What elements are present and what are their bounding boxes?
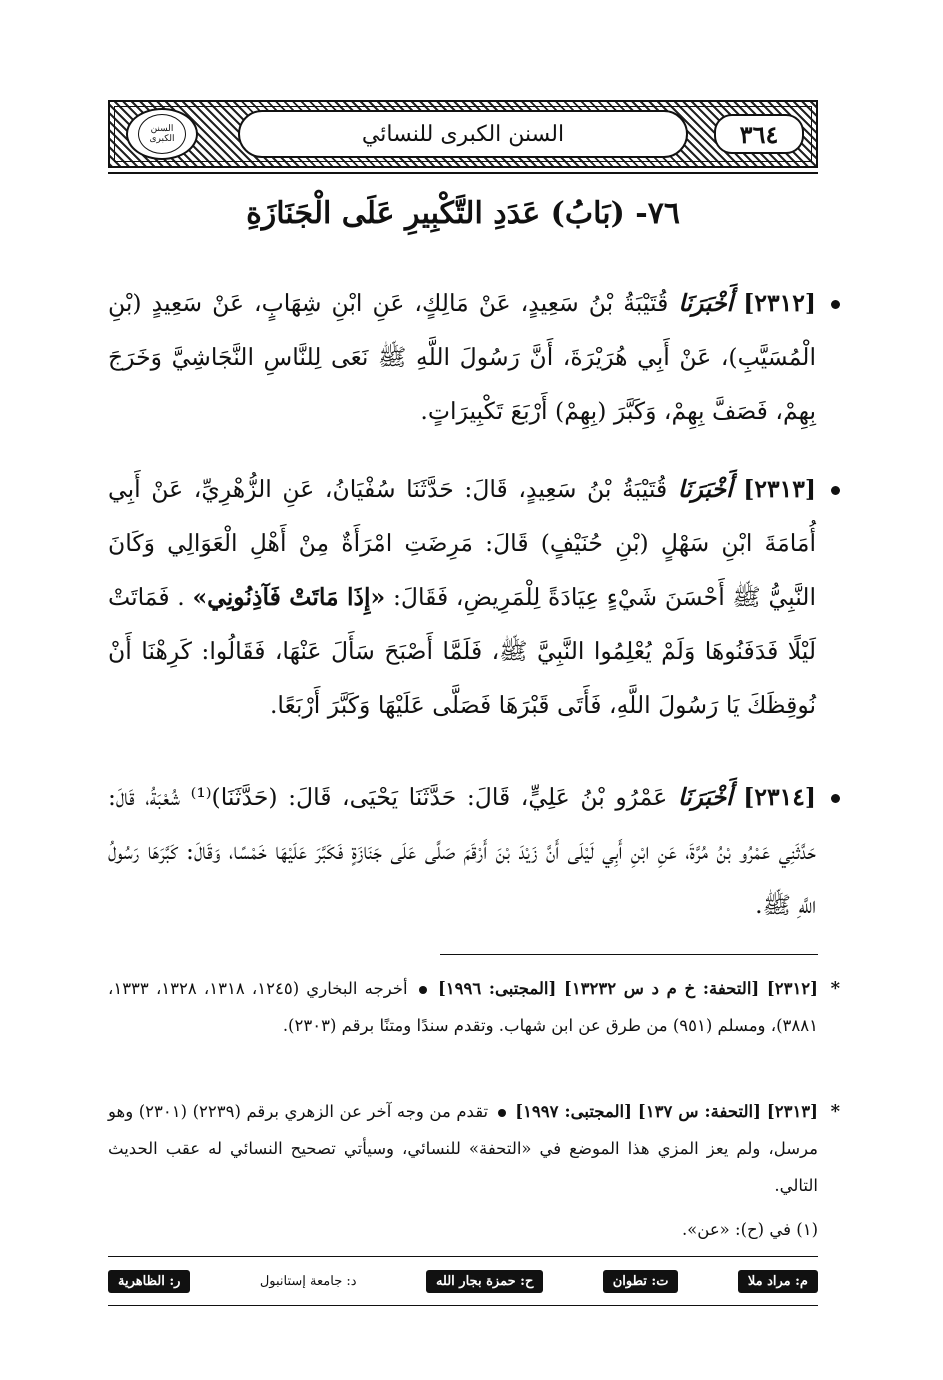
book-logo [126, 108, 198, 160]
manuscript-bar [108, 1264, 818, 1298]
note-text: أخرجه البخاري (١٢٤٥، ١٣١٨، ١٣٢٨، ١٣٣٣، ٣٨٨١)، ومسلم (٩٥١) من طرق عن ابن شهاب. وتقدم سندًا ومتنًا برقم (٢٣٠٣). [108, 979, 818, 1035]
hadith-2313 [108, 462, 840, 732]
note-2312 [108, 970, 840, 1044]
hadith-text-after: . فَمَاتَتْ لَيْلًا فَدَفَنُوهَا وَلَمْ يُعْلِمُوا النَّبِيَّ ﷺ، فَلَمَّا أَصْبَحَ سَأَلَ عَنْهَا، فَقَالُوا: كَرِهْنَا أَنْ نُوقِظَكَ يَا رَسُولَ اللَّهِ، فَأَتَى قَبْرَهَا فَصَلَّى عَلَيْهَا وَكَبَّرَ أَرْبَعًا. [108, 583, 816, 719]
page-number-cartouche [714, 114, 804, 154]
manuscript-murad-mulla: م: مراد ملا [738, 1270, 818, 1293]
header-rule [108, 172, 818, 174]
book-title: السنن الكبرى للنسائي [361, 121, 565, 147]
bullet-icon [498, 1109, 506, 1117]
page-header [108, 100, 818, 168]
akhbarana-label: أَخْبَرَنَا [677, 783, 733, 811]
manuscript-zahiriyya: ر: الظاهرية [108, 1270, 190, 1293]
hadith-text-before: قُتَيْبَةُ بْنُ سَعِيدٍ، قَالَ: حَدَّثَنَا سُفْيَانُ، عَنِ الزُّهْرِيِّ، عَنْ أَبِي أُمَامَةَ ابْنِ سَهْلٍ (بْنِ حُنَيْفٍ) قَالَ: مَرِضَتِ امْرَأَةٌ مِنْ أَهْلِ الْعَوَالِي وَكَانَ النَّبِيُّ ﷺ أَحْسَنَ شَيْءٍ عِيَادَةً لِلْمَرِيضِ، فَقَالَ: [108, 475, 816, 611]
note-text: تقدم من وجه آخر عن الزهري برقم (٢٢٣٩) (٢٣٠١) وهو مرسل، ولم يعز المزي هذا الموضع في «التحفة» للنسائي، وسيأتي تصحيح النسائي له عقب الحديث التالي. [108, 1102, 818, 1195]
manuscript-rule-top [108, 1256, 818, 1257]
manuscript-hamza: ح: حمزة بجار الله [426, 1270, 543, 1293]
hadith-text: قُتَيْبَةُ بْنُ سَعِيدٍ، عَنْ مَالِكٍ، عَنِ ابْنِ شِهَابٍ، عَنْ سَعِيدٍ (بْنِ الْمُسَيَّبِ)، عَنْ أَبِي هُرَيْرَةَ، أَنَّ رَسُولَ اللَّهِ ﷺ نَعَى لِلنَّاسِ النَّجَاشِيَّ وَخَرَجَ بِهِمْ، فَصَفَّ بِهِمْ، وَكَبَّرَ (بِهِمْ) أَرْبَعَ تَكْبِيرَاتٍ. [108, 289, 816, 425]
hadith-number: [٢٣١٤] [743, 783, 816, 811]
hadith-text: عَمْرُو بْنُ عَلِيٍّ، قَالَ: حَدَّثَنَا يَحْيَى، قَالَ: (حَدَّثَنَا)⁽¹⁾ شُعْبَةُ، قَالَ: حَدَّثَنِي عَمْرُو بْنُ مُرَّةَ، عَنِ ابْنِ أَبِي لَيْلَى أَنَّ زَيْدَ بْنَ أَرْقَمَ صَلَّى عَلَى جَنَازَةٍ فَكَبَّرَ عَلَيْهَا خَمْسًا، وَقَالَ: كَبَّرَهَا رَسُولُ اللَّهِ ﷺ. [108, 783, 816, 919]
footnote-1 [108, 1211, 840, 1248]
manuscript-istanbul: د: جامعة إستانبول [259, 1273, 357, 1289]
note-star: * [830, 1101, 840, 1122]
note-refs: [٢٣١٣] [التحفة: س ١٣٧] [المجتبى: ١٩٩٧] [515, 1102, 818, 1121]
hadith-number: [٢٣١٢] [743, 289, 816, 317]
bullet-icon [831, 486, 840, 495]
akhbarana-label: أَخْبَرَنَا [678, 289, 734, 317]
note-2313 [108, 1093, 840, 1204]
hadith-number: [٢٣١٣] [743, 475, 816, 503]
bullet-icon [831, 300, 840, 309]
bullet-icon [419, 986, 427, 994]
logo-seal-icon [138, 114, 186, 154]
chapter-heading: ٧٦- (بَابُ) عَدَدِ التَّكْبِيرِ عَلَى الْجَنَازَةِ [246, 196, 680, 231]
hadith-2314 [108, 770, 840, 932]
akhbarana-label: أَخْبَرَنَا [677, 475, 733, 503]
book-title-cartouche [238, 110, 688, 158]
manuscript-tetouan: ت: تطوان [603, 1270, 679, 1293]
note-refs: [٢٣١٢] [التحفة: خ م د س ١٣٢٣٢] [المجتبى: ١٩٩٦] [437, 979, 818, 998]
logo-text: السنن الكبرى [149, 124, 175, 144]
bullet-icon [831, 794, 840, 803]
footnote-rule [440, 954, 818, 955]
prophet-quote: «إِذَا مَاتَتْ فَآذِنُونِي» [192, 583, 386, 611]
footnote-text: (١) في (ح): «عن». [681, 1220, 818, 1239]
note-star: * [830, 978, 840, 999]
manuscript-rule-bottom [108, 1305, 818, 1306]
hadith-2312 [108, 276, 840, 438]
page-number: ٣٦٤ [739, 119, 779, 149]
